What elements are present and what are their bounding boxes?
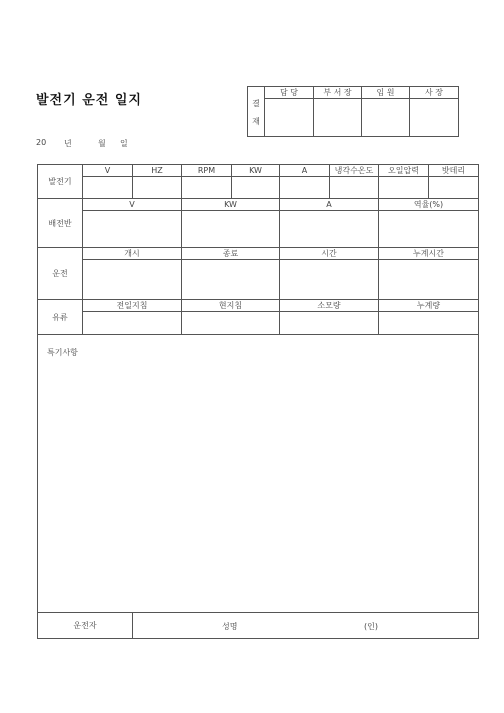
- fuel-col-previous-reading: 전일지침: [83, 300, 182, 312]
- fuel-input-previous-reading[interactable]: [83, 312, 182, 335]
- operator-signature-field[interactable]: [133, 613, 479, 639]
- day-label: 일: [120, 139, 128, 148]
- approval-sign-staff[interactable]: [265, 99, 314, 137]
- approval-col-dept-head: 부 서 장: [314, 87, 362, 99]
- fuel-input-consumption[interactable]: [280, 312, 379, 335]
- year-prefix: 20: [36, 138, 47, 147]
- generator-input-kw[interactable]: [232, 177, 280, 199]
- generator-input-hz[interactable]: [133, 177, 182, 199]
- generator-col-coolant-temp: 냉각수온도: [330, 165, 379, 177]
- generator-col-v: V: [83, 165, 133, 177]
- page-title: 발전기 운전 일지: [36, 93, 142, 108]
- operation-input-start[interactable]: [83, 260, 182, 300]
- generator-input-oil-pressure[interactable]: [379, 177, 429, 199]
- panel-input-a[interactable]: [280, 211, 379, 248]
- operation-col-total-hours: 누계시간: [379, 248, 479, 260]
- panel-input-v[interactable]: [83, 211, 182, 248]
- panel-col-kw: KW: [182, 199, 280, 211]
- operation-col-start: 개시: [83, 248, 182, 260]
- approval-table: [247, 86, 459, 137]
- operator-label: 운전자: [38, 613, 133, 639]
- generator-col-kw: KW: [232, 165, 280, 177]
- panel-col-a: A: [280, 199, 379, 211]
- approval-sign-president[interactable]: [410, 99, 459, 137]
- approval-col-executive: 임 원: [362, 87, 410, 99]
- seal-label: (인): [364, 622, 378, 631]
- notes-area[interactable]: [38, 335, 479, 613]
- generator-input-coolant-temp[interactable]: [330, 177, 379, 199]
- approval-side-label: 결 재: [248, 87, 265, 137]
- generator-input-v[interactable]: [83, 177, 133, 199]
- approval-sign-executive[interactable]: [362, 99, 410, 137]
- panel-label: 배전반: [38, 199, 83, 248]
- generator-col-hz: HZ: [133, 165, 182, 177]
- operation-label: 운전: [38, 248, 83, 300]
- fuel-col-current-reading: 현지침: [182, 300, 280, 312]
- generator-col-oil-pressure: 오일압력: [379, 165, 429, 177]
- panel-input-power-factor[interactable]: [379, 211, 479, 248]
- approval-sign-dept-head[interactable]: [314, 99, 362, 137]
- year-label: 년: [64, 139, 72, 148]
- generator-input-a[interactable]: [280, 177, 330, 199]
- generator-col-a: A: [280, 165, 330, 177]
- generator-input-battery[interactable]: [429, 177, 479, 199]
- approval-col-staff: 담 당: [265, 87, 314, 99]
- fuel-col-consumption: 소모량: [280, 300, 379, 312]
- generator-col-battery: 밧데리: [429, 165, 479, 177]
- operation-input-hours[interactable]: [280, 260, 379, 300]
- approval-col-president: 사 장: [410, 87, 459, 99]
- fuel-input-total-amount[interactable]: [379, 312, 479, 335]
- generator-label: 발전기: [38, 165, 83, 199]
- operation-input-total-hours[interactable]: [379, 260, 479, 300]
- panel-col-v: V: [83, 199, 182, 211]
- operation-col-end: 종료: [182, 248, 280, 260]
- notes-label: 특기사항: [47, 348, 78, 357]
- panel-input-kw[interactable]: [182, 211, 280, 248]
- fuel-col-total-amount: 누계량: [379, 300, 479, 312]
- panel-col-power-factor: 역율(%): [379, 199, 479, 211]
- generator-input-rpm[interactable]: [182, 177, 232, 199]
- operation-input-end[interactable]: [182, 260, 280, 300]
- operation-col-hours: 시간: [280, 248, 379, 260]
- name-label: 성명: [222, 622, 238, 631]
- fuel-label: 유류: [38, 300, 83, 335]
- generator-col-rpm: RPM: [182, 165, 232, 177]
- fuel-input-current-reading[interactable]: [182, 312, 280, 335]
- month-label: 월: [98, 139, 106, 148]
- log-table: [37, 164, 479, 639]
